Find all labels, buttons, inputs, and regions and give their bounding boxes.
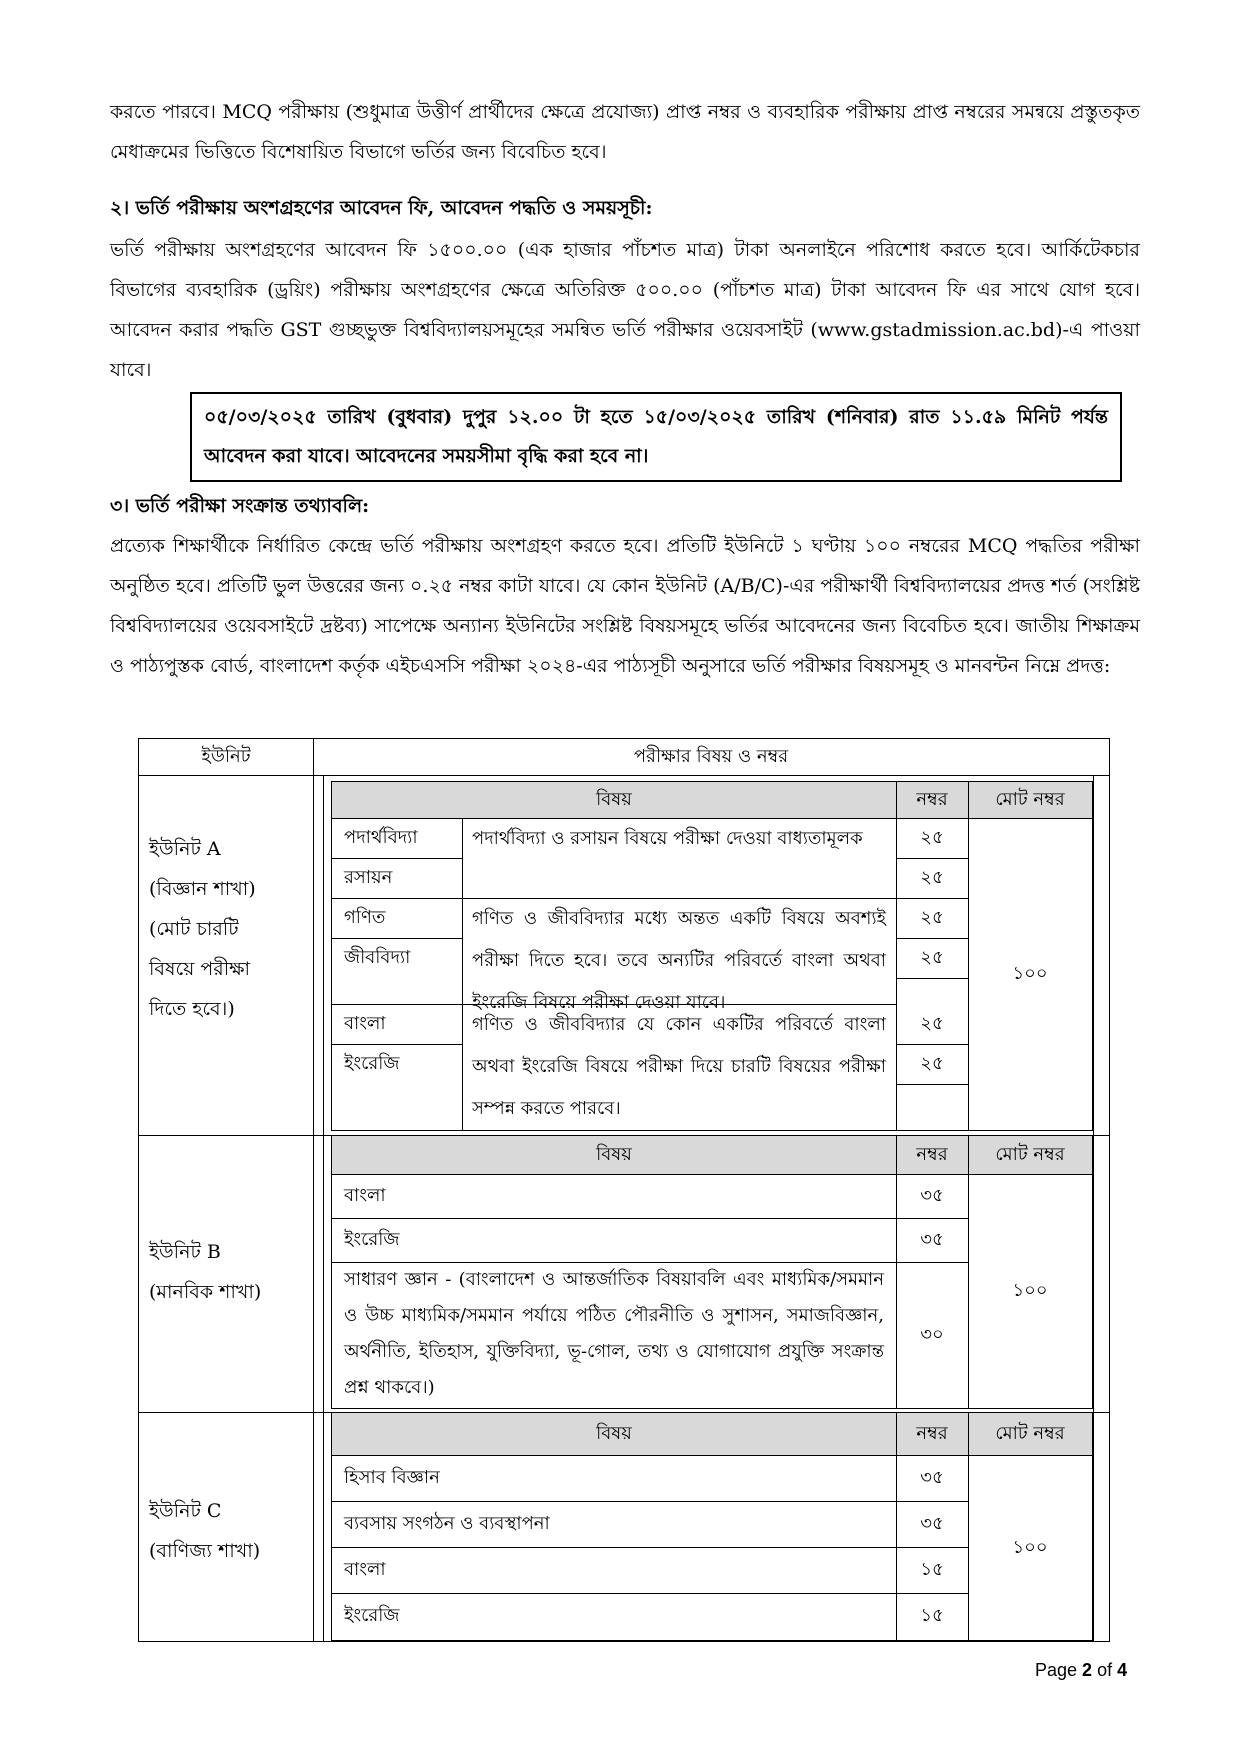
- unit-c-head-subject: বিষয়: [332, 1413, 896, 1455]
- section-heading-3: ৩। ভর্তি পরীক্ষা সংক্রান্ত তথ্যাবলি:: [110, 495, 370, 517]
- unit-c-subject-english: ইংরেজি: [344, 1605, 400, 1626]
- section-heading-2: ২। ভর্তি পরীক্ষায় অংশগ্রহণের আবেদন ফি, আবেদন পদ্ধতি ও সময়সূচী:: [110, 197, 653, 219]
- unit-c-subject-business-org: ব্যবসায় সংগঠন ও ব্যবস্থাপনা: [344, 1513, 550, 1534]
- unit-c-head-total: মোট নম্বর: [968, 1413, 1092, 1455]
- page-number-prefix: Page: [1035, 1660, 1083, 1680]
- deadline-notice-box: ০৫/০৩/২০২৫ তারিখ (বুধবার) দুপুর ১২.০০ টা হতে ১৫/০৩/২০২৫ তারিখ (শনিবার) রাত ১১.৫৯ মিনিট পর্যন্ত আবেদন করা যাবে। আবেদনের সময়সীমা বৃদ্ধি করা হবে না।: [190, 392, 1122, 482]
- unit-a-subject-biology: জীববিদ্যা: [344, 947, 411, 968]
- unit-b-mark: ৩০: [920, 1324, 944, 1345]
- unit-b-head-marks: নম্বর: [896, 1136, 968, 1174]
- paragraph-3: প্রত্যেক শিক্ষার্থীকে নির্ধারিত কেন্দ্রে ভর্তি পরীক্ষায় অংশগ্রহণ করতে হবে। প্রতিটি ইউনিটে ১ ঘণ্টায় ১০০ নম্বরের MCQ পদ্ধতির পরীক্ষা অনুষ্ঠিত হবে। প্রতিটি ভুল উত্তরের জন্য ০.২৫ নম্বর কাটা যাবে। যে কোন ইউনিট (A/B/C)-এর পরীক্ষার্থী বিশ্ববিদ্যালয়ের প্রদত্ত শর্ত (সংশ্লিষ্ট বিশ্ববিদ্যালয়ের ওয়েবসাইটে দ্রষ্টব্য) সাপেক্ষে অন্যান্য ইউনিটের সংশ্লিষ্ট বিষয়সমূহে ভর্তির আবেদনের জন্য বিবেচিত হবে। জাতীয় শিক্ষাক্রম ও পাঠ্যপুস্তক বোর্ড, বাংলাদেশ কর্তৃক এইচএসসি পরীক্ষা ২০২৪-এর পাঠ্যসূচী অনুসারে ভর্তি পরীক্ষার বিষয়সমূহ ও মানবন্টন নিম্নে প্রদত্ত:: [110, 535, 1140, 677]
- unit-a-mark: ২৫: [920, 867, 944, 888]
- unit-a-mark: ২৫: [920, 1053, 944, 1074]
- unit-b-subject-bangla: বাংলা: [344, 1185, 386, 1206]
- unit-a-label: ইউনিট A (বিজ্ঞান শাখা) (মোট চারটি বিষয়ে পরীক্ষা দিতে হবে।): [149, 838, 256, 1020]
- unit-c-mark: ১৫: [920, 1559, 944, 1580]
- unit-c-inner-table: [331, 1412, 1093, 1641]
- unit-b-label: ইউনিট B (মানবিক শাখা): [149, 1241, 262, 1303]
- unit-b-head-subject: বিষয়: [332, 1136, 896, 1174]
- unit-c-head-marks: নম্বর: [896, 1413, 968, 1455]
- unit-a-inner-table: [331, 781, 1093, 1131]
- unit-a-subject-bangla: বাংলা: [344, 1013, 386, 1034]
- unit-c-label: ইউনিট C (বাণিজ্য শাখা): [149, 1500, 261, 1562]
- unit-a-head-total: মোট নম্বর: [968, 782, 1092, 818]
- paragraph-1: করতে পারবে। MCQ পরীক্ষায় (শুধুমাত্র উত্তীর্ণ প্রার্থীদের ক্ষেত্রে প্রযোজ্য) প্রাপ্ত নম্বর ও ব্যবহারিক পরীক্ষায় প্রাপ্ত নম্বরের সমন্বয়ে প্রস্তুতকৃত মেধাক্রমের ভিত্তিতে বিশেষায়িত বিভাগে ভর্তির জন্য বিবেচিত হবে।: [110, 101, 1140, 163]
- unit-c-subject-accounting: হিসাব বিজ্ঞান: [344, 1467, 440, 1488]
- unit-b-head-total: মোট নম্বর: [968, 1136, 1092, 1174]
- unit-a-note-math-bio: গণিত ও জীববিদ্যার মধ্যে অন্তত একটি বিষয়ে অবশ্যই পরীক্ষা দিতে হবে। তবে অন্যটির পরিবর্তে বাংলা অথবা ইংরেজি বিষয়ে পরীক্ষা দেওয়া যাবে।: [472, 908, 886, 1013]
- unit-a-head-subject: বিষয়: [332, 782, 896, 818]
- unit-c-mark: ৩৫: [920, 1513, 944, 1534]
- unit-a-head-marks: নম্বর: [896, 782, 968, 818]
- unit-a-subject-chemistry: রসায়ন: [344, 867, 393, 888]
- unit-b-mark: ৩৫: [920, 1229, 944, 1250]
- unit-a-note-compulsory: পদার্থবিদ্যা ও রসায়ন বিষয়ে পরীক্ষা দেওয়া বাধ্যতামূলক: [472, 828, 863, 849]
- unit-a-subject-physics: পদার্থবিদ্যা: [344, 827, 418, 848]
- page-number: [1035, 1660, 1127, 1681]
- unit-a-total: ১০০: [1012, 963, 1048, 984]
- header-subjects: পরীক্ষার বিষয় ও নম্বর: [633, 746, 789, 767]
- header-unit: ইউনিট: [201, 746, 251, 767]
- page-number-of: of: [1092, 1660, 1118, 1680]
- unit-a-mark: ২৫: [920, 827, 944, 848]
- unit-c-mark: ৩৫: [920, 1467, 944, 1488]
- exam-subjects-table: [138, 738, 1110, 1642]
- unit-b-total: ১০০: [1012, 1280, 1048, 1301]
- unit-b-subject-english: ইংরেজি: [344, 1229, 400, 1250]
- paragraph-2: ভর্তি পরীক্ষায় অংশগ্রহণের আবেদন ফি ১৫০০.০০ (এক হাজার পাঁচশত মাত্র) টাকা অনলাইনে পরিশোধ করতে হবে। আর্কিটেকচার বিভাগের ব্যবহারিক (ড্রয়িং) পরীক্ষায় অংশগ্রহণের ক্ষেত্রে অতিরিক্ত ৫০০.০০ (পাঁচশত মাত্র) টাকা আবেদন ফি এর সাথে যোগ হবে। আবেদন করার পদ্ধতি GST গুচ্ছভুক্ত বিশ্ববিদ্যালয়সমূহের সমন্বিত ভর্তি পরীক্ষার ওয়েবসাইট (www.gstadmission.ac.bd)-এ পাওয়া যাবে।: [110, 239, 1140, 381]
- unit-a-note-substitute: গণিত ও জীববিদ্যার যে কোন একটির পরিবর্তে বাংলা অথবা ইংরেজি বিষয়ে পরীক্ষা দিয়ে চারটি বিষয়ের পরীক্ষা সম্পন্ন করতে পারবে।: [472, 1014, 886, 1119]
- unit-c-mark: ১৫: [920, 1605, 944, 1626]
- unit-b-subject-general-knowledge: সাধারণ জ্ঞান - (বাংলাদেশ ও আন্তর্জাতিক বিষয়াবলি এবং মাধ্যমিক/সমমান ও উচ্চ মাধ্যমিক/সমমান পর্যায়ে পঠিত পৌরনীতি ও সুশাসন, সমাজবিজ্ঞান, অর্থনীতি, ইতিহাস, যুক্তিবিদ্যা, ভূ-গোল, তথ্য ও যোগাযোগ প্রযুক্তি সংক্রান্ত প্রশ্ন থাকবে।): [344, 1269, 884, 1398]
- page-number-total: 4: [1117, 1660, 1128, 1680]
- unit-a-mark: ২৫: [920, 907, 944, 928]
- page-number-current: 2: [1082, 1660, 1093, 1680]
- unit-a-subject-math: গণিত: [344, 907, 386, 928]
- unit-a-mark: ২৫: [920, 947, 944, 968]
- unit-c-total: ১০০: [1012, 1536, 1048, 1558]
- unit-a-mark: ২৫: [920, 1013, 944, 1034]
- unit-b-inner-table: [331, 1135, 1093, 1409]
- unit-a-subject-english: ইংরেজি: [344, 1053, 400, 1074]
- unit-c-subject-bangla: বাংলা: [344, 1559, 386, 1580]
- unit-b-mark: ৩৫: [920, 1185, 944, 1206]
